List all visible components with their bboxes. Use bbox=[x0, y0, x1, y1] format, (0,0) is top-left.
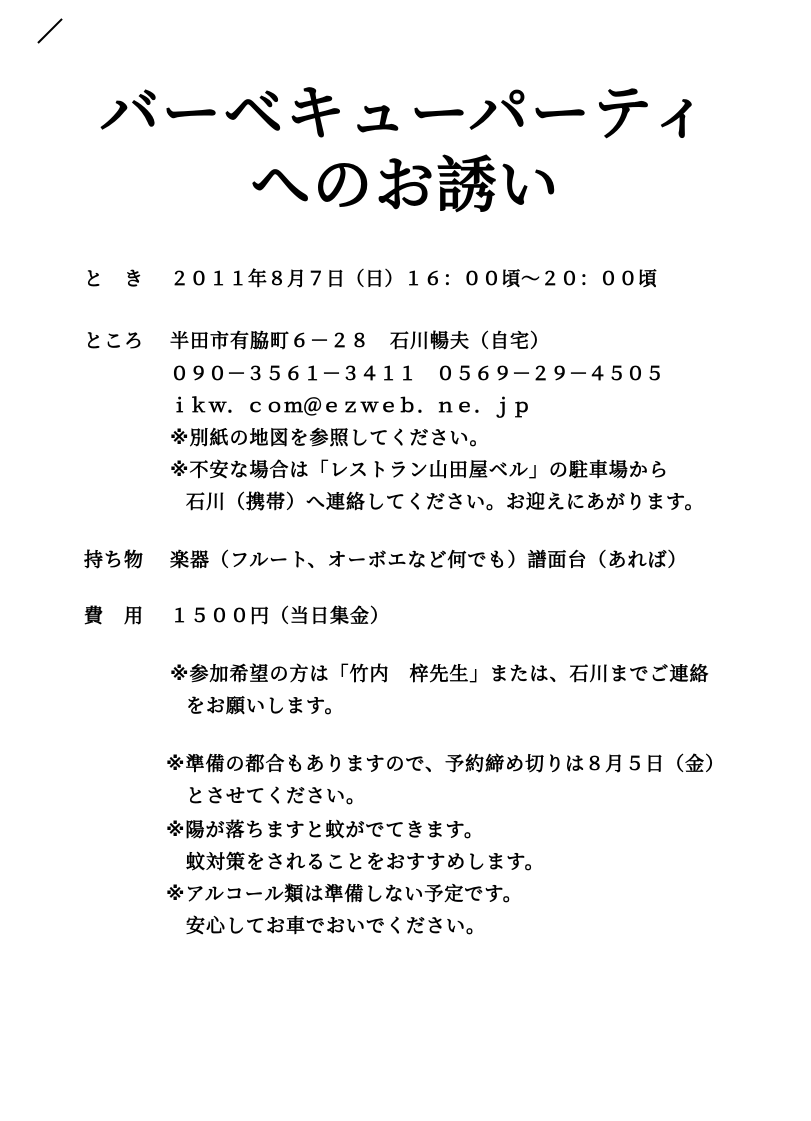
bring-value: 楽器（フルート、オーボエなど何でも）譜面台（あれば） bbox=[170, 549, 688, 571]
where-label: ところ bbox=[84, 330, 145, 352]
fee-label: 費 用 bbox=[84, 605, 145, 627]
note-alcohol-2: 安心してお車でおいでください。 bbox=[186, 915, 487, 937]
fee-value: １５００円（当日集金） bbox=[170, 605, 391, 627]
where-phones: ０９０－３５６１－３４１１ ０５６９－２９－４５０５ bbox=[170, 363, 665, 385]
page-title-line2: へのお誘い bbox=[250, 151, 561, 221]
note-alcohol-1: ※アルコール類は準備しない予定です。 bbox=[166, 883, 523, 905]
where-note-parking-2: 石川（携帯）へ連絡してください。お迎えにあがります。 bbox=[186, 491, 705, 513]
note-deadline-2: とさせてください。 bbox=[186, 785, 367, 807]
bring-label: 持ち物 bbox=[84, 549, 145, 571]
note-mosquito-2: 蚊対策をされることをおすすめします。 bbox=[186, 851, 545, 873]
when-value: ２０１１年８月７日（日）１６：００頃～２０：００頃 bbox=[170, 268, 658, 290]
page-title-line1: バーベキューパーティ bbox=[99, 79, 712, 149]
where-note-parking-1: ※不安な場合は「レストラン山田屋ベル」の駐車場から bbox=[170, 459, 669, 481]
when-label: と き bbox=[84, 268, 145, 290]
note-contact-1: ※参加希望の方は「竹内 梓先生」または、石川までご連絡 bbox=[170, 663, 710, 685]
pen-mark bbox=[37, 18, 62, 43]
note-deadline-1: ※準備の都合もありますので、予約締め切りは８月５日（金） bbox=[166, 753, 726, 775]
where-email: ｉｋｗ．ｃｏｍ＠ｅｚｗｅｂ．ｎｅ．ｊｐ bbox=[170, 395, 532, 417]
where-note-map: ※別紙の地図を参照してください。 bbox=[170, 427, 490, 449]
note-mosquito-1: ※陽が落ちますと蚊がでてきます。 bbox=[166, 819, 484, 841]
where-address: 半田市有脇町６－２８ 石川暢夫（自宅） bbox=[170, 330, 551, 352]
note-contact-2: をお願いします。 bbox=[186, 695, 345, 717]
